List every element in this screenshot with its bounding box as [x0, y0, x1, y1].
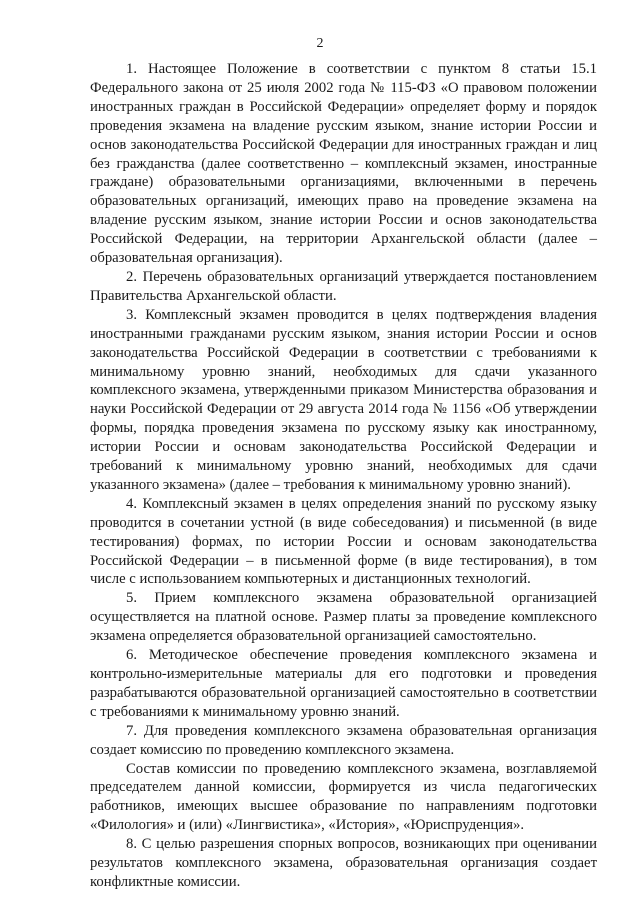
paragraph-5: 5. Прием комплексного экзамена образовательной организацией осуществляется на платной основе. Размер платы за проведение комплексного экзамена определяется образовательной организацией самостоятельно. [90, 590, 597, 645]
paragraph-2: 2. Перечень образовательных организаций утверждается постановлением Правительства Архангельской области. [90, 268, 597, 304]
page-number: 2 [316, 36, 324, 51]
paragraph-3: 3. Комплексный экзамен проводится в целях подтверждения владения иностранными гражданами русским языком, знания истории России и основ законодательства Российской Федерации в соответствии с требованиями к минимальному уровню знаний, необходимых для сдачи указанного комплексного экзамена, утвержденными приказом Министерства образования и науки Российской Федерации от 29 августа 2014 года № 1156 «Об утверждении формы, порядка проведения экзамена по русскому языку как иностранному, истории России и основам законодательства Российской Федерации и требований к минимальному уровню знаний, необходимых для сдачи указанного экзамена» (далее – требования к минимальному уровню знаний). [90, 306, 597, 493]
document-body [90, 60, 597, 892]
paragraph-commission-composition: Состав комиссии по проведению комплексного экзамена, возглавляемой председателем данной комиссии, формируется из числа педагогических работников, имеющих высшее образование по направлениям подготовки «Филология» и (или) «Лингвистика», «История», «Юриспруденция». [90, 760, 597, 834]
paragraph-8: 8. С целью разрешения спорных вопросов, возникающих при оценивании результатов комплексного экзамена, образовательная организация создает конфликтные комиссии. [90, 836, 597, 890]
paragraph-4: 4. Комплексный экзамен в целях определения знаний по русскому языку проводится в сочетании устной (в виде собеседования) и письменной (в виде тестирования) формах, по истории России и основам законодательства Российской Федерации – в письменной форме (в виде тестирования), в том числе с использованием компьютерных и дистанционных технологий. [90, 495, 597, 588]
paragraph-7: 7. Для проведения комплексного экзамена образовательная организация создает комиссию по проведению комплексного экзамена. [90, 722, 597, 758]
paragraph-1: 1. Настоящее Положение в соответствии с пунктом 8 статьи 15.1 Федерального закона от 25 июля 2002 года № 115-ФЗ «О правовом положении иностранных граждан в Российской Федерации» определяет форму и порядок проведения экзамена на владение русским языком, знание истории России и основ законодательства Российской Федерации для иностранных граждан и лиц без гражданства (далее соответственно – комплексный экзамен, иностранные граждане) образовательными организациями, включенными в перечень образовательных организаций, имеющих право на проведение экзамена на владение русским языком, знание истории России и основ законодательства Российской Федерации, на территории Архангельской области (далее – образовательная организация). [90, 61, 597, 267]
paragraph-6: 6. Методическое обеспечение проведения комплексного экзамена и контрольно-измерительные материалы для его подготовки и проведения разрабатываются образовательной организацией самостоятельно в соответствии с требованиями к минимальному уровню знаний. [90, 647, 597, 720]
